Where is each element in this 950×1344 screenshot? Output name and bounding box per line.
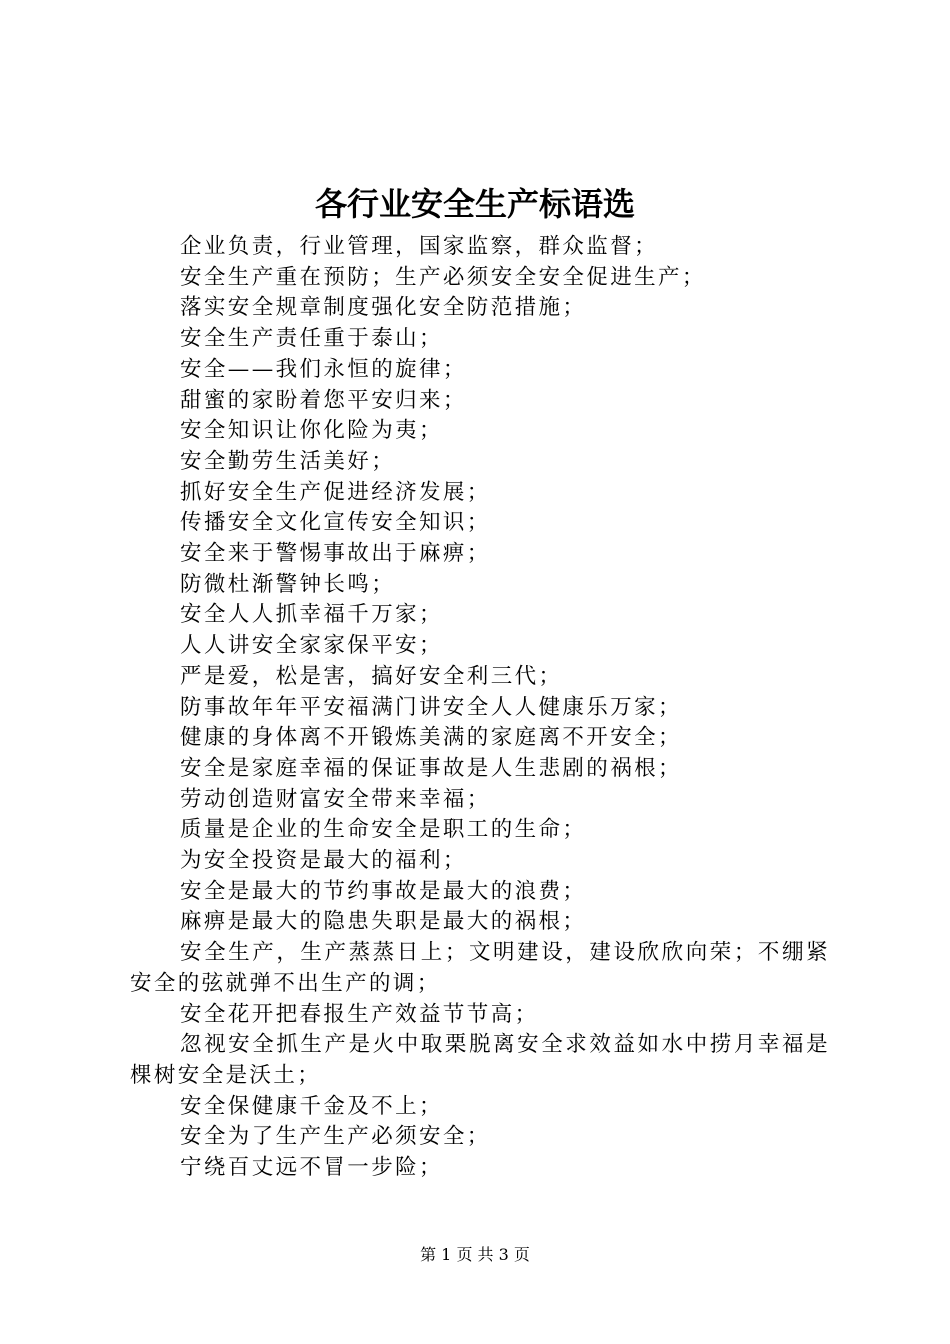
page-footer xyxy=(0,1244,950,1266)
paragraph: 宁绕百丈远不冒一步险； xyxy=(180,1155,443,1181)
paragraph: 忽视安全抓生产是火中取栗脱离安全求效益如水中捞月幸福是棵树安全是沃土； xyxy=(130,1032,830,1088)
page-number: 第 1 页 共 3 页 xyxy=(420,1245,530,1264)
paragraph: 安全知识让你化险为夷； xyxy=(180,418,443,444)
paragraph: 抓好安全生产促进经济发展； xyxy=(180,479,491,505)
paragraph: 安全保健康千金及不上； xyxy=(180,1093,443,1119)
paragraph: 企业负责，行业管理，国家监察，群众监督； xyxy=(180,234,659,259)
paragraph: 人人讲安全家家保平安； xyxy=(180,633,443,659)
paragraph: 质量是企业的生命安全是职工的生命； xyxy=(180,817,587,843)
paragraph: 安全——我们永恒的旋律； xyxy=(180,356,467,382)
paragraph: 安全来于警惕事故出于麻痹； xyxy=(180,541,491,567)
paragraph: 安全是最大的节约事故是最大的浪费； xyxy=(180,878,587,904)
paragraph: 安全人人抓幸福千万家； xyxy=(180,602,443,628)
paragraph: 安全为了生产生产必须安全； xyxy=(180,1124,491,1150)
paragraph: 安全生产重在预防；生产必须安全安全促进生产； xyxy=(180,264,706,290)
document-title: 各行业安全生产标语选 xyxy=(314,185,635,223)
paragraph: 防事故年年平安福满门讲安全人人健康乐万家； xyxy=(180,694,682,720)
paragraph: 劳动创造财富安全带来幸福； xyxy=(180,786,491,812)
paragraph: 传播安全文化宣传安全知识； xyxy=(180,510,491,536)
paragraph: 安全生产责任重于泰山； xyxy=(180,326,443,352)
paragraph: 严是爱，松是害，搞好安全利三代； xyxy=(180,663,563,689)
document-body xyxy=(130,232,830,1184)
paragraph: 麻痹是最大的隐患失职是最大的祸根； xyxy=(180,909,587,935)
paragraph: 安全是家庭幸福的保证事故是人生悲剧的祸根； xyxy=(180,755,682,781)
paragraph: 落实安全规章制度强化安全防范措施； xyxy=(180,295,587,321)
paragraph: 甜蜜的家盼着您平安归来； xyxy=(180,387,467,413)
paragraph: 防微杜渐警钟长鸣； xyxy=(180,571,396,597)
paragraph: 安全勤劳生活美好； xyxy=(180,448,396,474)
paragraph: 健康的身体离不开锻炼美满的家庭离不开安全； xyxy=(180,725,682,751)
paragraph: 为安全投资是最大的福利； xyxy=(180,848,467,874)
paragraph: 安全生产，生产蒸蒸日上；文明建设，建设欣欣向荣；不绷紧安全的弦就弹不出生产的调； xyxy=(130,940,830,996)
paragraph: 安全花开把春报生产效益节节高； xyxy=(180,1001,539,1027)
